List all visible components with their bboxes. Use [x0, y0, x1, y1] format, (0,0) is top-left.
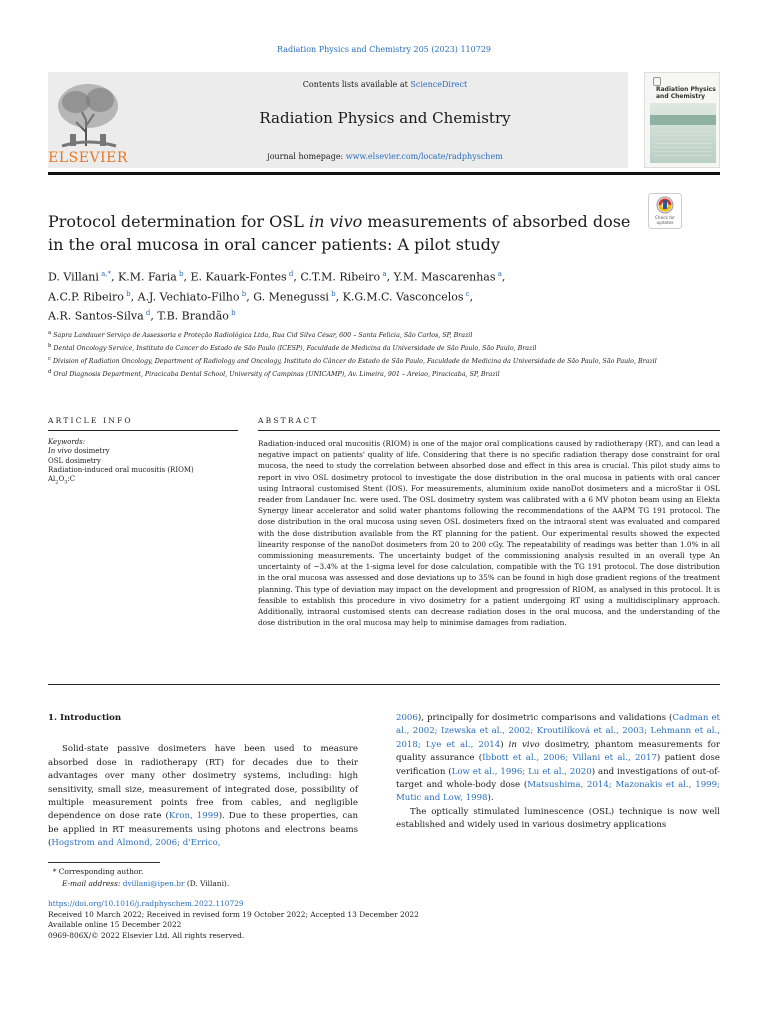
footnote-rule: [48, 862, 160, 863]
citation-link[interactable]: Cadman et al., 2002; Izewska et al., 2002; Kroutilíková et al., 2003; Lehmann et al., 2018; Lye et al., 2014: [396, 713, 720, 750]
journal-cover-thumbnail[interactable]: [644, 72, 720, 168]
author-name[interactable]: K.G.M.C. Vasconcelos: [342, 290, 464, 304]
author-affiliation-marker[interactable]: d: [143, 309, 151, 318]
author-name[interactable]: K.M. Faria: [118, 270, 177, 284]
author-affiliation-marker[interactable]: a: [380, 270, 387, 278]
intro-paragraph-2: The optically stimulated luminescence (OSL) technique is now well established and widely used in various dosimetry applications: [396, 806, 720, 831]
contents-line: [240, 80, 530, 89]
author-name[interactable]: C.T.M. Ribeiro: [300, 270, 381, 284]
author-name[interactable]: A.R. Santos-Silva: [48, 309, 144, 323]
keyword-formula: $Al_2O_3:C$: [48, 475, 76, 486]
cover-text-lines: [654, 131, 712, 159]
citation-link[interactable]: Hogstrom and Almond, 2006; d'Errico,: [51, 838, 221, 849]
intro-paragraph-1: Solid-state passive dosimeters have been used to measure absorbed dose in radiotherapy (RT) for decades due to their advantages over many other dosimetry systems, including: high sensitivity, small size, measurement of integrated dose, possibility of multiple measurement points free from cables, and negligible dependence on dose rate (Kron, 1999). Due to these properties, can be applied in RT measurements using photons and electrons beams (Hogstrom and Almond, 2006; d'Errico,: [48, 744, 358, 849]
online-date: Available online 15 December 2022: [48, 920, 182, 930]
author-affiliation-marker[interactable]: b: [228, 309, 236, 318]
author-name[interactable]: T.B. Brandão: [157, 309, 229, 323]
body-column-right: [396, 712, 720, 833]
citation-link[interactable]: Kron, 1999: [168, 811, 219, 822]
email-note: E-mail address: dvillani@ipen.br (D. Villani).: [62, 879, 230, 888]
citation-link[interactable]: Ibbott et al., 2006; Villani et al., 2017: [482, 753, 657, 764]
footnotes: [48, 866, 368, 890]
author-name[interactable]: A.J. Vechiato-Filho: [137, 290, 240, 304]
affiliation: $^a$ Sapra Landauer Serviço de Assessoria e Proteção Radiológica Ltda, Rua Cid Silva César, 600 – Santa Felicia, São Carlos, SP, Brazil: [48, 330, 473, 340]
body-column-left: [48, 712, 358, 851]
author-affiliation-marker[interactable]: b: [239, 289, 247, 298]
author-name[interactable]: D. Villani: [48, 270, 99, 284]
title-text-1: Protocol determination for OSL: [48, 212, 309, 231]
check-for-updates-badge[interactable]: [648, 193, 682, 229]
email-link[interactable]: dvillani@ipen.br: [122, 879, 185, 888]
article-info-rule: [48, 430, 238, 431]
affiliation-list: [48, 328, 688, 380]
affiliation: $^b$ Dental Oncology Service, Instituto do Cancer do Estado de São Paulo (ICESP), Faculdade de Medicina da Universidade de São Paulo, São Paulo, Brazil: [48, 343, 537, 353]
article-info-heading: ARTICLE INFO: [48, 416, 133, 425]
citation-link[interactable]: Low et al., 1996; Lu et al., 2020: [451, 766, 592, 777]
abstract-heading: ABSTRACT: [258, 416, 319, 425]
journal-reference[interactable]: Radiation Physics and Chemistry 205 (2023) 110729: [277, 45, 491, 54]
keywords-block: [48, 438, 238, 488]
intro-paragraph-1-cont: 2006), principally for dosimetric comparisons and validations (Cadman et al., 2002; Izewska et al., 2002; Kroutilíková et al., 2003; Lehmann et al., 2018; Lye et al., 2014) in vivo dosimetry, phantom measurements for quality assurance (Ibbott et al., 2006; Villani et al., 2017) patient dose verification (Low et al., 1996; Lu et al., 2020) and investigations of out-of-target and whole-body dose (Matsushima, 2014; Mazonakis et al., 1999; Mutic and Low, 1998).: [396, 713, 721, 804]
author-name[interactable]: G. Menegussi: [253, 290, 329, 304]
keywords-label: Keywords:: [48, 438, 86, 446]
received-dates: Received 10 March 2022; Received in revised form 19 October 2022; Accepted 13 December 2022: [48, 909, 419, 919]
title-italic: in vivo: [308, 212, 363, 231]
author-affiliation-marker[interactable]: b: [176, 270, 184, 278]
homepage-prefix: journal homepage:: [267, 152, 346, 161]
section-heading-introduction: 1. Introduction: [48, 713, 122, 723]
doi-link[interactable]: https://doi.org/10.1016/j.radphyschem.2022.110729: [48, 899, 244, 908]
header-rule: [48, 172, 720, 175]
article-title: [48, 210, 638, 256]
abstract-text: Radiation-induced oral mucositis (RIOM) is one of the major oral complications caused by radiotherapy (RT), and can lead a negative impact on patients' quality of life. Considering that there is no specific radiation therapy dose constraint for oral mucosa, the need to study the correlation between absorbed dose and effect in this area is crucial. This pilot study aims to report in vivo OSL dosimetry protocol to investigate the dose distribution in the oral mucosa in patients with oral cancer using Intraoral customised Stent (IOS). For measurements, aluminium oxide nanoDot dosimeters and a microStar ii OSL reader from Landauer Inc. were used. The OSL dosimetry system was calibrated with a 6 MV photon beam using an Elekta Synergy linear accelerator and solid water phantoms following the recommendations of the AAPM TG 191 protocol. The dose distribution in the oral mucosa using seven OSL dosimeters fixed on the intraoral stent was evaluated and compared with the dose distribution available from the RT planning for the patient. Our experimental results showed the expected linearity response of the nanoDot dosimeters from 20 to 200 cGy. The repeatability of readings was better than 1.0% in all commissioning measurements. The uncertainty budget of the commissioning analysis resulted in an overall type An uncertainty of −3.4% at the 1-sigma level for dose calculation, compatible with the TG 191 protocol. The dose distribution in the oral mucosa was assessed and dose deviations up to 35% can be found in high dose gradient regions of the treatment planning. This type of deviation may impact on the development and progression of RIOM, as analysed in this protocol. It is feasible to establish this procedure in vivo dosimetry for a patient undergoing RT using a multidisciplinary approach. Additionally, intraoral customised stents can decrease radiation doses in the oral mucosa, and the understanding of the dose distribution in the oral mucosa may help to minimise damages from radiation.: [258, 439, 720, 628]
affiliation: $^d$ Oral Diagnosis Department, Piracicaba Dental School, University of Campinas (UNICAMP), Av. Limeira, 901 – Areiao, Piracicaba, SP, Brazil: [48, 369, 500, 379]
author-affiliation-marker[interactable]: d: [286, 270, 294, 278]
contents-prefix: Contents lists available at: [302, 80, 411, 89]
abstract-rule: [258, 430, 720, 431]
author-affiliation-marker[interactable]: b: [123, 289, 131, 298]
author-affiliation-marker[interactable]: a: [495, 270, 502, 278]
title-text-2: measurements of absorbed dose in the oral mucosa in oral cancer patients: A pilot study: [48, 212, 631, 254]
author-name[interactable]: Y.M. Mascarenhas: [393, 270, 496, 284]
homepage-line: [200, 152, 570, 161]
affiliation: $^c$ Division of Radiation Oncology, Department of Radiology and Oncology, Instituto do Câncer do Estado de São Paulo, Faculdade de Medicina da Universidade de São Paulo, São Paulo, Brazil: [48, 356, 657, 366]
author-name[interactable]: A.C.P. Ribeiro: [48, 290, 124, 304]
keyword: OSL dosimetry: [48, 456, 101, 465]
check-badge-label: Check for: [655, 215, 675, 220]
author-affiliation-marker[interactable]: b: [328, 289, 336, 298]
journal-name: Radiation Physics and Chemistry: [259, 109, 511, 127]
author-name[interactable]: E. Kauark-Fontes: [190, 270, 287, 284]
sciencedirect-link[interactable]: ScienceDirect: [410, 80, 468, 89]
citation-link[interactable]: Matsushima, 2014; Mazonakis et al., 1999; Mutic and Low, 1998: [396, 780, 721, 804]
author-affiliation-marker[interactable]: a,*: [98, 270, 112, 278]
keyword: In vivo dosimetry: [48, 447, 110, 456]
check-badge-label-2: updates: [656, 220, 674, 225]
author-affiliation-marker[interactable]: c: [463, 289, 470, 298]
abstract-bottom-rule: [48, 684, 720, 685]
homepage-link[interactable]: www.elsevier.com/locate/radphyschem: [345, 152, 503, 161]
citation-link[interactable]: 2006: [396, 713, 418, 723]
copyright: 0969-806X/© 2022 Elsevier Ltd. All rights reserved.: [48, 930, 245, 940]
cover-logo-icon: [653, 77, 661, 86]
keyword: Radiation-induced oral mucositis (RIOM): [48, 465, 194, 474]
author-list: D. Villani $^{a,*}$, K.M. Faria $^b$, E. Kauark-Fontes $^d$, C.T.M. Ribeiro $^a$, Y.M. Mascarenhas $^a$, A.C.P. Ribeiro $^b$, A.J. Vechiato-Filho $^b$, G. Menegussi $^b$, K.G.M.C. Vasconcelos $^c$, A.R. Santos-Silva $^d$, T.B. Brandão $^b$: [48, 270, 506, 323]
publisher-logo[interactable]: ELSEVIER: [48, 150, 128, 166]
cover-title: Radiation Physics and Chemistry: [656, 86, 716, 100]
bibliographic-info: [48, 899, 688, 941]
corresponding-author-note: * Corresponding author.: [48, 867, 144, 876]
cover-band: [650, 115, 716, 125]
